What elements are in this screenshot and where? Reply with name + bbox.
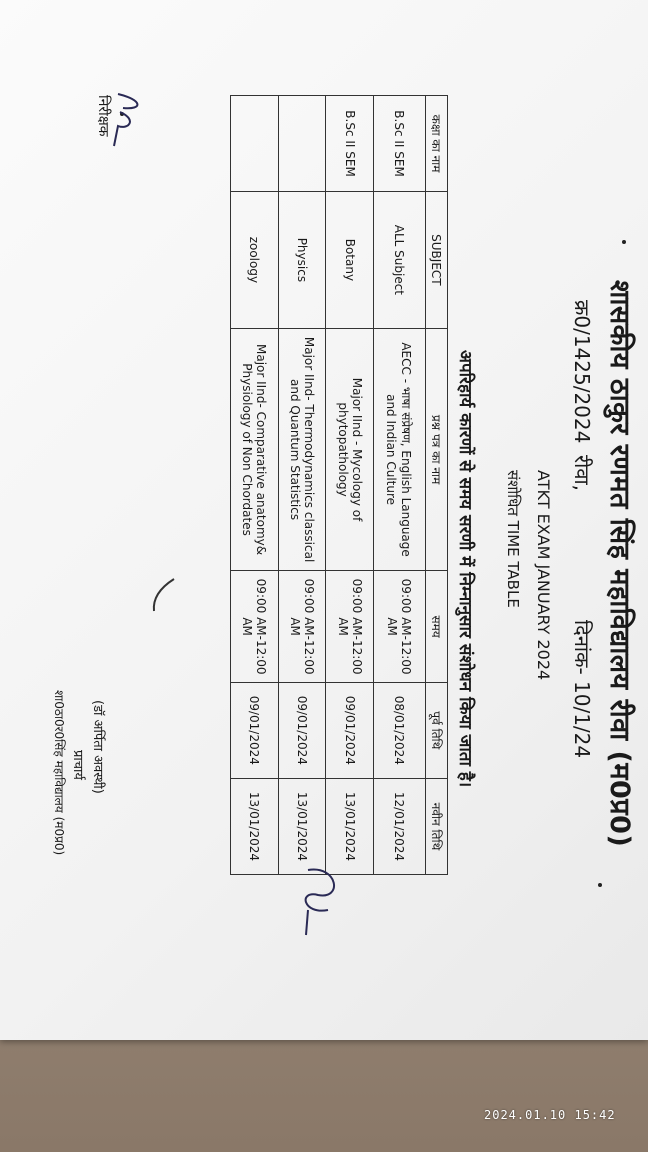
cell-paper: Major IInd - Mycology of phytopathology: [326, 328, 374, 571]
header-subject: SUBJECT: [426, 192, 448, 329]
reference-number: क्र0/1425/2024: [570, 300, 594, 444]
header-paper: प्रश्न पत्र का नाम: [426, 328, 448, 571]
table-row: [231, 96, 279, 875]
cell-time: 09:00 AM-12:00 AM: [374, 571, 426, 682]
checker-label: निरीक्षक: [95, 95, 111, 137]
college-name: शासकीय ठाकुर रणमत सिंह महाविद्यालय रीवा (म0प्र0): [604, 280, 635, 848]
timetable: [230, 95, 448, 875]
table-row: [278, 96, 326, 875]
cell-old-date: 08/01/2024: [374, 682, 426, 778]
cell-class: B.Sc II SEM: [374, 96, 426, 192]
cell-subject: Physics: [278, 192, 326, 329]
institution-seal: शा0ठा0र0सिंह महाविद्यालय (म0प्र0): [52, 690, 66, 856]
cell-paper: Major IInd- Thermodynamics classical and Quantum Statistics: [278, 328, 326, 571]
cell-new-date: 13/01/2024: [231, 778, 279, 874]
document-title: संशोधित TIME TABLE: [504, 470, 522, 608]
cell-old-date: 09/01/2024: [326, 682, 374, 778]
cell-new-date: 13/01/2024: [326, 778, 374, 874]
exam-title: ATKT EXAM JANUARY 2024: [534, 470, 553, 681]
header-old-date: पूर्व तिथि: [426, 682, 448, 778]
principal-name: (डॉ अर्पिता अवस्थी): [90, 700, 105, 794]
cell-time: 09:00 AM-12:00 AM: [278, 571, 326, 682]
tick-mark-icon: [148, 575, 178, 615]
notice-text: अपरिहार्य कारणों से समय सरणी में निम्नानुसार संशोधन किया जाता है।: [455, 350, 475, 788]
principal-role: प्राचार्य: [70, 750, 85, 780]
cell-time: 09:00 AM-12:00 AM: [231, 571, 279, 682]
table-header-row: [426, 96, 448, 875]
cell-class: [231, 96, 279, 192]
cell-old-date: 09/01/2024: [231, 682, 279, 778]
principal-signature-icon: [288, 860, 348, 940]
cell-class: B.Sc II SEM: [326, 96, 374, 192]
issue-date: दिनांक- 10/1/24: [570, 620, 594, 759]
checker-signature-icon: [108, 90, 148, 150]
table-row: [374, 96, 426, 875]
place-name: रीवा,: [570, 455, 594, 492]
cell-paper: Major IInd- Comparative anatomy& Physiology of Non Chordates: [231, 328, 279, 571]
header-class: कक्षा का नाम: [426, 96, 448, 192]
cell-subject: Botany: [326, 192, 374, 329]
cell-old-date: 09/01/2024: [278, 682, 326, 778]
table-row: [326, 96, 374, 875]
cell-paper: AECC - भाषा संप्रेषण, English Language and Indian Culture: [374, 328, 426, 571]
cell-subject: zoology: [231, 192, 279, 329]
cell-new-date: 12/01/2024: [374, 778, 426, 874]
cell-new-date: 13/01/2024: [278, 778, 326, 874]
header-time: समय: [426, 571, 448, 682]
cell-time: 09:00 AM-12:00 AM: [326, 571, 374, 682]
cell-class: [278, 96, 326, 192]
photo-timestamp: 2024.01.10 15:42: [484, 1108, 616, 1122]
cell-subject: ALL Subject: [374, 192, 426, 329]
header-new-date: नवीन तिथि: [426, 778, 448, 874]
